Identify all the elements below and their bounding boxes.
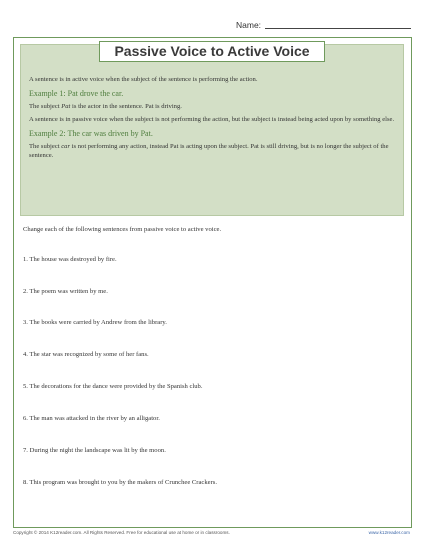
text-part: The subject (29, 102, 62, 110)
intro-text (29, 75, 397, 165)
instructions: Change each of the following sentences from passive voice to active voice. (23, 226, 222, 233)
question-item: 1. The house was destroyed by fire. (23, 256, 117, 263)
question-item: 6. The man was attacked in the river by an alligator. (23, 415, 160, 422)
question-item: 3. The books were carried by Andrew from the library. (23, 319, 167, 326)
emphasis-word: Pat (61, 102, 71, 110)
intro-paragraph-acted-upon (29, 142, 397, 161)
worksheet-frame (13, 37, 412, 528)
copyright-text: Copyright © 2014 K12reader.com. All Rights Reserved. Free for educational use at home or in classrooms. (13, 530, 230, 535)
intro-box (20, 44, 404, 216)
question-item: 7. During the night the landscape was lit by the moon. (23, 447, 166, 454)
intro-paragraph-active: A sentence is in active voice when the subject of the sentence is performing the action. (29, 76, 258, 83)
text-part: is the actor in the sentence. Pat is driving. (70, 102, 182, 110)
name-field[interactable] (236, 20, 411, 30)
emphasis-word: car (61, 142, 71, 150)
text-part: is not performing any action, instead Pat is acting upon the subject. Pat is still driving, but is no longer the subject of the sentence. (29, 142, 389, 160)
name-label: Name: (236, 20, 262, 30)
question-item: 2. The poem was written by me. (23, 288, 108, 295)
question-item: 5. The decorations for the dance were provided by the Spanish club. (23, 383, 203, 390)
intro-paragraph-passive: A sentence is in passive voice when the subject is not performing the action, but the subject is instead being acted upon by something else. (29, 116, 395, 124)
example-2: Example 2: The car was driven by Pat. (29, 128, 153, 138)
text-part: The subject (29, 142, 62, 150)
question-item: 8. This program was brought to you by the makers of Crunchee Crackers. (23, 479, 217, 486)
example-1: Example 1: Pat drove the car. (29, 88, 124, 98)
intro-paragraph-actor (29, 102, 397, 112)
site-link[interactable]: www.k12reader.com (368, 530, 410, 535)
name-blank-line[interactable] (265, 28, 411, 29)
question-item: 4. The star was recognized by some of her fans. (23, 351, 149, 358)
worksheet-title: Passive Voice to Active Voice (99, 41, 325, 62)
